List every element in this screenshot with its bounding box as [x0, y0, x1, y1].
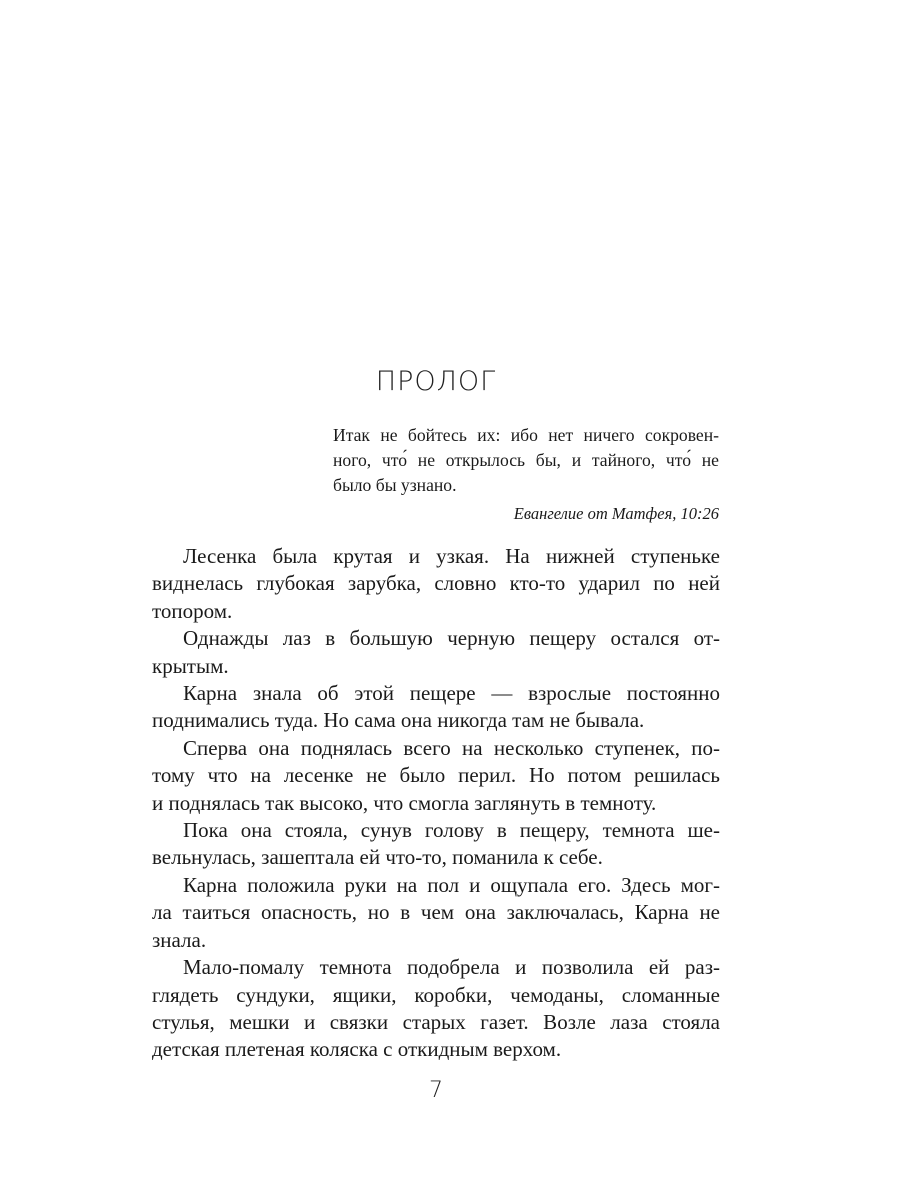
page-number: 7 [429, 1078, 443, 1103]
text-line: стулья, мешки и связки старых газет. Возле лаза стояла [152, 1009, 720, 1034]
text-line: Пока она стояла, сунув голову в пещеру, темнота ше- [183, 818, 720, 843]
paragraph-7 [152, 954, 720, 1064]
text-line: ла таиться опасность, но в чем она заключалась, Карна не [152, 900, 720, 925]
text-line: Однажды лаз в большую черную пещеру остался от- [183, 626, 720, 651]
text-line: знала. [152, 927, 207, 952]
epigraph-line: было бы узнано. [333, 475, 457, 495]
text-line: Лесенка была крутая и узкая. На нижней ступеньке [183, 544, 720, 568]
paragraph-1 [152, 543, 720, 625]
chapter-title: ПРОЛОГ [375, 366, 497, 397]
text-line: топором. [152, 598, 233, 623]
text-line: глядеть сундуки, ящики, коробки, чемоданы, сломанные [152, 982, 720, 1007]
epigraph [333, 423, 719, 524]
paragraph-3 [152, 680, 720, 735]
text-line: детская плетеная коляска с откидным верхом. [152, 1037, 562, 1062]
text-line: поднимались туда. Но сама она никогда там не бывала. [152, 708, 645, 733]
text-line: Сперва она поднялась всего на несколько ступенек, по- [183, 735, 720, 760]
text-line: тому что на лесенке не было перил. Но потом решилась [152, 763, 720, 788]
epigraph-line: ного, что́ не открылось бы, и тайного, что́ не [333, 450, 719, 470]
text-line: Карна знала об этой пещере — взрослые постоянно [183, 681, 720, 706]
epigraph-source: Евангелие от Матфея, 10:26 [513, 504, 719, 523]
paragraph-2 [152, 625, 720, 680]
paragraph-4 [152, 735, 720, 817]
text-line: виднелась глубокая зарубка, словно кто-то ударил по ней [152, 571, 720, 596]
paragraph-5 [152, 817, 720, 872]
text-line: Карна положила руки на пол и ощупала его. Здесь мог- [183, 872, 720, 897]
text-line: вельнулась, зашептала ей что-то, поманила к себе. [152, 845, 603, 870]
paragraph-6 [152, 872, 720, 954]
epigraph-line: Итак не бойтесь их: ибо нет ничего сокровен- [333, 425, 719, 445]
text-line: крытым. [152, 653, 229, 678]
text-line: и поднялась так высоко, что смогла заглянуть в темноту. [152, 790, 657, 815]
text-line: Мало-помалу темнота подобрела и позволила ей раз- [183, 955, 720, 980]
chapter-body [152, 543, 720, 1064]
epigraph-quote [333, 423, 719, 498]
